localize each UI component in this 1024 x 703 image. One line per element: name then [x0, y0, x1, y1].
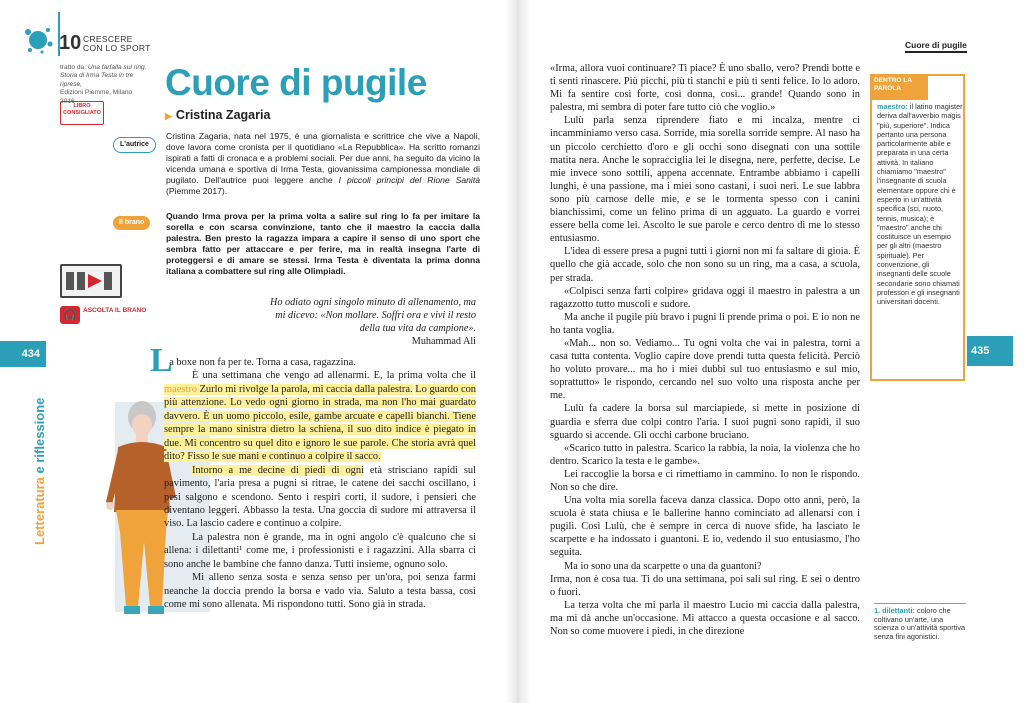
story-text-left [164, 356, 476, 612]
waveform-icon [62, 266, 120, 296]
audio-player-icon[interactable] [60, 264, 122, 298]
story-text-right [550, 62, 860, 638]
running-header: Cuore di pugile [905, 40, 967, 53]
epigraph-quote: Ho odiato ogni singolo minuto di allenamento, ma mi dicevo: «Non mollare. Soffri ora e vivi il resto della tua vita da campione». [269, 297, 476, 334]
source-publisher: Edizioni Piemme, Milano 2016 [60, 89, 133, 105]
paragraph: «Irma, allora vuoi continuare? Ti piace? È uno sballo, vero? Prendi botte e ti senti rinascere. Più picchi, più ti stanchi e più ti senti felice. Io lo adoro. Mi fa sentire così forte, così donna, così... grande! Quando sono in palestra, mi sembra di poter fare tutto ciò che voglio.» [550, 63, 860, 114]
paragraph: È una settimana che vengo ad allenarmi. E, la prima volta che il maestro Zurlo mi rivolge la parola, mi caccia dalla palestra. Lo guardo con più attenzione. Lo vedo ogni giorno in strada, ma non l'ho mai guardato davvero. È un uomo piccolo, esile, gambe arcuate e capelli bianchi. Tiene sempre la mano sinistra dietro la schiena, il suo dito indice è piegato in due. Mi concentro su quel dito e ignoro le sue parole. Che storia avrà quel dito? Fisso le sue mani e continuo a colpire il sacco. [164, 370, 477, 463]
paragraph: Intorno a me decine di piedi di ogni età strisciano rapidi sul pavimento, l'aria presa a pugni si ritrae, le catene dei sacchi oscillano, i pesi salgono e scendono. Sento i respiri corti, il sudore, i pensieri che diventano leggeri. Abbasso la testa. Una goccia di sudore mi attraversa il viso. La lascio cadere e continuo a colpire. [164, 464, 477, 530]
paragraph: La terza volta che mi parla il maestro Lucio mi caccia dalla palestra, ma mi dà anche un'occasione. Mi attacco a questa occasione e al sacco. Non so come muovere i piedi, in che direzione [550, 599, 860, 638]
page-number-right: 435 [967, 336, 1013, 366]
page-title: Cuore di pugile [165, 62, 427, 103]
paragraph: Lei raccoglie la borsa e ci rimettiamo in cammino. Io non le rispondo. Non so che dire. [550, 468, 860, 493]
listen-label[interactable]: ASCOLTA IL BRANO [83, 307, 147, 314]
chapter-number: 10 [59, 32, 82, 54]
drop-cap: L [150, 342, 173, 379]
paint-splash-icon [22, 24, 54, 56]
paragraph: L'idea di essere presa a pugni tutti i giorni non mi fa saltare di gioia. È quello che già accade, solo che non sono su un ring, ma a casa, a scuola, per strada. [550, 246, 860, 284]
paragraph: a boxe non fa per te. Torna a casa, ragazzina. [169, 357, 356, 368]
paragraph: Lulù fa cadere la borsa sul marciapiede, si mette in posizione di guardia e sferra due colpi contro l'aria. I suoi pugni sono rapidi, il suo sguardo si accende. Gli occhi carbone bruciano. [550, 403, 860, 441]
page-gutter [505, 0, 531, 703]
headphones-icon[interactable]: 🎧 [60, 306, 80, 324]
paragraph: Irma, non è cosa tua. Ti do una settimana, poi sali sul ring. E sei o dentro o fuori. [550, 573, 860, 598]
glossary-heading: DENTRO LA PAROLA [870, 74, 928, 100]
source-book-title: Una farfalla sul ring. Storia di Irma Testa in tre riprese, [60, 64, 147, 88]
paragraph: «Mah... non so. Vediamo... Tu ogni volta che vai in palestra, torni a casa tutta contenta. Voglio capire dove prendi tutta questa felicità. Perciò ho voluto provare... ma ho i miei dubbi sul tuo entusiasmo e sul mio, soprattutto» le rispondo, cercando nel suo volto una risposta anche per me. [550, 337, 860, 402]
paragraph: Una volta mia sorella faceva danza classica. Dopo otto anni, però, la scuola è stata chiusa e le ballerine hanno cominciato ad allenarsi con i pugili. Così Lulù, che è sempre in cerca di nuove sfide, ha lasciato le scarpette e ha indossato i guantoni. E io, vedendo il suo entusiasmo, l'ho seguita. [550, 495, 860, 559]
author-name: ▶ Cristina Zagaria [165, 108, 271, 122]
paragraph: Ma io sono una da scarpette o una da guantoni? [564, 560, 762, 572]
chapter-topic: CRESCERE CON LO SPORT [83, 34, 151, 53]
author-bio: Cristina Zagaria, nata nel 1975, è una giornalista e scrittrice che vive a Napoli, dove lavora come cronista per il quotidiano «La Repubblica». Ha scritto romanzi ispirati a fatti di cronaca e a problemi sociali. Per due anni, ha seguito da vicino la vicenda umana e sportiva di Irma Testa, giovanissima campionessa mondiale di pugilato. Dell'autrice puoi leggere anche I piccoli principi del Rione Sanità (Piemme 2017). [166, 131, 480, 197]
paragraph: Mi alleno senza sosta e senza senso per un'ora, poi senza farmi neanche la doccia prendo la borsa e vado via. Saluto a testa bassa, così come mi sono allenata. Mi rispondono tutti. Sono già in strada. [164, 572, 476, 611]
glossary-box [870, 74, 965, 381]
paragraph: Lulù parla senza riprendere fiato e mi incalza, mentre ci incamminiamo verso casa. Sorride, mia sorella sorride sempre. Al naso ha un piccolo cerchietto d'oro e gli occhi sono disegnati con una sottile matita nera. Anche le sopracciglia lei le disegna, nere, perfette, decise. Le mie invece sono sottili, appena accennate. Entrambe abbiamo i capelli lunghi, è una passione, ma i miei sono castani, i suoi neri. Le sue labbra sono più carnose delle mie, e se le tormenta spesso con i canini bianchissimi, come un felino prima di un agguato. La guardo e vorrei essere bella come lei. Ascolto le sue parole e cerco dentro di me lo stesso entusiasmo. [550, 115, 860, 245]
recommended-book-badge: LIBRO CONSIGLIATO [60, 101, 104, 125]
glossary-body: maestro: il latino magister deriva dall'avverbio magis "più, superiore". Indica pertanto una persona particolarmente abile e preparata in una certa attività. In italiano chiamiamo "maestro" l'insegnante di scuola elementare oppure chi è esperto in un'attività specifica (sci, nuoto, tennis, musica); è "maestro" anche chi costituisce un esempio per gli altri (maestro spirituale). Per convenzione, gli insegnanti delle scuole secondarie sono chiamati professori e gli insegnanti universitari docenti. [877, 102, 963, 307]
paragraph: «Colpisci senza farti colpire» gridava oggi il maestro in palestra a un ragazzotto tutto muscoli e sudore. [550, 285, 860, 310]
author-tag: L'autrice [113, 137, 156, 153]
source-note: tratto da: Una farfalla sul ring. Storia di Irma Testa in tre riprese, Edizioni Piemme, Milano 2016 [60, 64, 147, 105]
epigraph-author: Muhammad Ali [411, 336, 476, 347]
paragraph: Ma anche il pugile più bravo i pugni li prende prima o poi. E io non ne ho tanta voglia. [550, 311, 860, 336]
passage-tag: Il brano [113, 216, 150, 230]
footnote: 1. dilettanti: coloro che coltivano un'arte, una scienza o un'attività sportiva senza fini agonistici. [874, 603, 966, 641]
page-number-left: 434 [0, 341, 46, 367]
glossary-word-maestro[interactable]: maestro [164, 383, 197, 395]
passage-intro: Quando Irma prova per la prima volta a salire sul ring lo fa per imitare la sorella e con scarsa convinzione, tanto che il maestro la caccia dalla palestra. Ben presto la ragazza impara a capire il senso di uno sport che sembra fatto per attaccare e per ferire, ma in realtà insegna l'arte di proteggersi e di amare se stessi. Irma Testa è diventata la prima donna italiana a combattere sul ring alle Olimpiadi. [166, 211, 480, 277]
section-side-label: Letteratura e riflessione [32, 397, 47, 545]
triangle-right-icon: ▶ [165, 111, 172, 121]
paragraph: La palestra non è grande, ma in ogni angolo c'è qualcuno che si allena: i dilettanti¹ come me, i professionisti e i ragazzini. Alla sbarra ci sono anche le bambine che fanno danza. Tutti insieme, ognuno solo. [164, 531, 476, 570]
paragraph: «Scarico tutto in palestra. Scarico la rabbia, la noia, la violenza che ho dentro. Scarico la testa e le gambe». [550, 442, 860, 467]
